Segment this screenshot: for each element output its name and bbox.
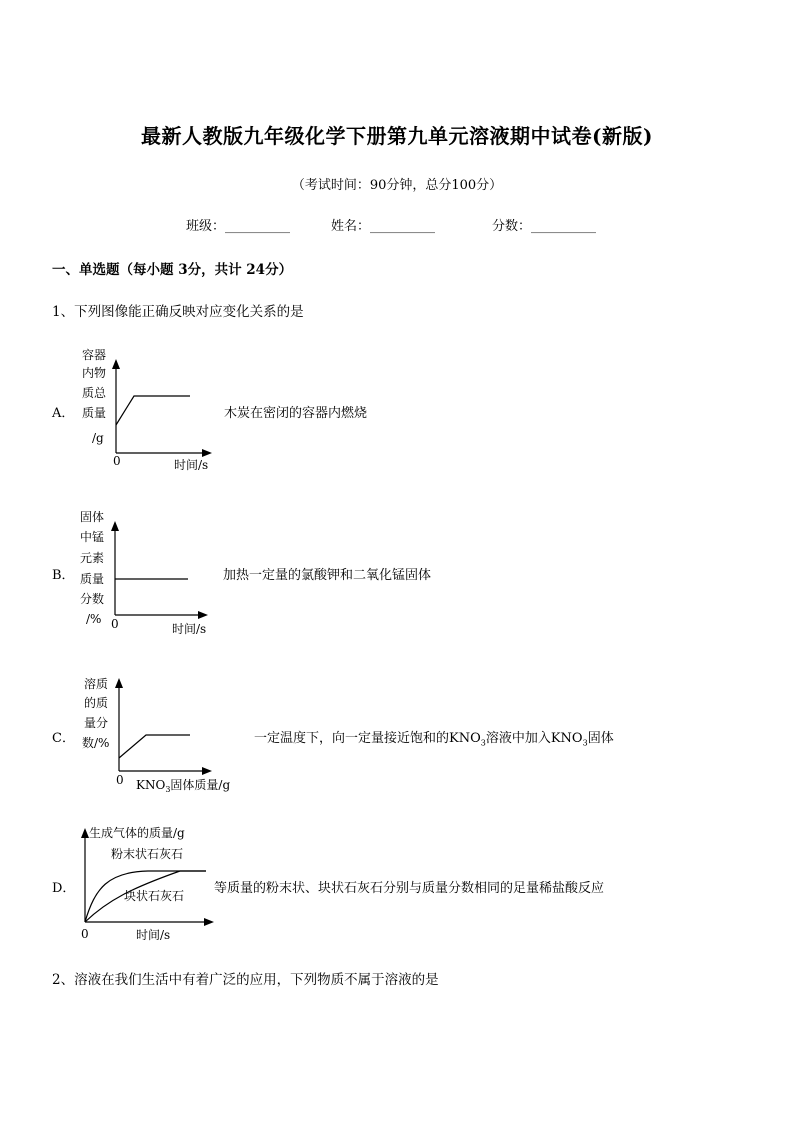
graph-c-y-arrow [115, 678, 123, 688]
graph-a-origin: 0 [113, 454, 121, 468]
option-d-desc: 等质量的粉末状、块状石灰石分别与质量分数相同的足量稀盐酸反应 [214, 881, 605, 896]
graph-a-ylabel-4: 质量 [82, 406, 107, 420]
graph-c-curve [119, 735, 190, 758]
section-heading: 一、单选题（每小题 3分，共计 24分） [52, 262, 293, 278]
graph-c-x-arrow [202, 767, 212, 775]
graph-a-y-arrow [112, 359, 120, 369]
graph-b-ylabel-4: 质量 [80, 572, 105, 586]
graph-a-curve [116, 396, 190, 425]
class-field: 班级：__________ [186, 219, 291, 234]
option-b-desc: 加热一定量的氯酸钾和二氧化锰固体 [223, 568, 432, 583]
graph-c-ylabel-4: 数/% [82, 736, 110, 750]
option-c-letter: C． [52, 731, 75, 746]
option-a-graph [70, 345, 230, 475]
graph-c-ylabel-3: 量分 [84, 716, 109, 730]
graph-d-x-arrow [204, 918, 214, 926]
score-field: 分数：__________ [492, 219, 597, 234]
graph-b-origin: 0 [111, 617, 119, 631]
graph-d-origin: 0 [81, 927, 89, 941]
graph-c-ylabel-2: 的质 [84, 696, 109, 710]
graph-b-ylabel-5: 分数 [80, 592, 105, 606]
graph-d-y-arrow [81, 828, 89, 838]
graph-b-xlabel: 时间/s [172, 622, 207, 636]
graph-c-xlabel: $KNO_3$固体质量/g [136, 778, 231, 794]
page-title: 最新人教版九年级化学下册第九单元溶液期中试卷(新版) [141, 124, 653, 148]
graph-a-ylabel-2: 内物 [82, 366, 107, 380]
graph-b-x-arrow [198, 611, 208, 619]
graph-d-xlabel: 时间/s [136, 928, 171, 942]
graph-d-curve1-label: 粉末状石灰石 [111, 847, 184, 861]
graph-a-xlabel: 时间/s [174, 458, 209, 472]
graph-b-ylabel-2: 中锰 [80, 530, 105, 544]
graph-a-ylabel-5: /g [92, 431, 104, 445]
graph-b-ylabel-6: /% [86, 612, 102, 626]
graph-c-origin: 0 [116, 773, 124, 787]
graph-b-ylabel-1: 固体 [80, 510, 105, 524]
exam-subtitle: （考试时间：90分钟，总分100分） [291, 178, 503, 193]
option-a-desc: 木炭在密闭的容器内燃烧 [224, 406, 368, 421]
option-c-graph [70, 672, 250, 797]
option-d-letter: D． [52, 881, 76, 896]
question-1-stem: 1、下列图像能正确反映对应变化关系的是 [52, 304, 304, 320]
graph-c-ylabel-1: 溶质 [84, 677, 109, 691]
option-b-letter: B． [52, 568, 75, 583]
graph-b-ylabel-3: 元素 [80, 551, 105, 565]
graph-d-ylabel: 生成气体的质量/g [89, 826, 185, 840]
option-a-letter: A． [52, 406, 75, 421]
name-field: 姓名：__________ [331, 219, 436, 234]
option-c-desc: 一定温度下，向一定量接近饱和的$KNO_3$溶液中加入$KNO_3$固体 [254, 731, 614, 748]
graph-a-x-arrow [202, 449, 212, 457]
graph-b-y-arrow [111, 521, 119, 531]
question-2-stem: 2、溶液在我们生活中有着广泛的应用，下列物质不属于溶液的是 [52, 972, 439, 988]
graph-a-ylabel-1: 容器 [82, 348, 107, 362]
graph-a-ylabel-3: 质总 [82, 386, 107, 400]
option-b-graph [70, 505, 230, 640]
graph-d-curve2-label: 块状石灰石 [124, 889, 185, 903]
